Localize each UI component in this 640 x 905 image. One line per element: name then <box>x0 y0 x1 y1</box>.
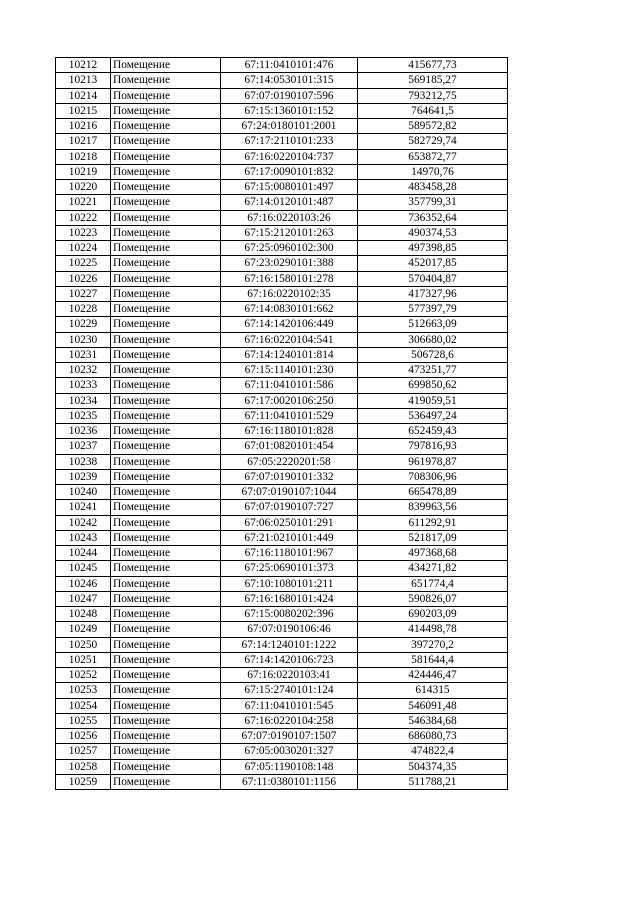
cadastral-value-cell: 652459,43 <box>358 424 508 439</box>
property-type-cell: Помещение <box>111 363 221 378</box>
table-row <box>56 546 508 561</box>
cadastral-number-cell: 67:15:2120101:263 <box>221 225 358 240</box>
property-type-cell: Помещение <box>111 119 221 134</box>
table-row <box>56 729 508 744</box>
row-number-cell: 10230 <box>56 332 111 347</box>
table-row <box>56 271 508 286</box>
row-number-cell: 10258 <box>56 759 111 774</box>
property-type-cell: Помещение <box>111 683 221 698</box>
property-type-cell: Помещение <box>111 241 221 256</box>
cadastral-number-cell: 67:05:2220201:58 <box>221 454 358 469</box>
table-row <box>56 515 508 530</box>
property-type-cell: Помещение <box>111 317 221 332</box>
table-row <box>56 164 508 179</box>
cadastral-value-cell: 14970,76 <box>358 164 508 179</box>
cadastral-number-cell: 67:07:0190107:596 <box>221 88 358 103</box>
cadastral-value-cell: 434271,82 <box>358 561 508 576</box>
row-number-cell: 10255 <box>56 713 111 728</box>
table-row <box>56 88 508 103</box>
row-number-cell: 10229 <box>56 317 111 332</box>
row-number-cell: 10219 <box>56 164 111 179</box>
cadastral-value-cell: 419059,51 <box>358 393 508 408</box>
table-row <box>56 286 508 301</box>
row-number-cell: 10212 <box>56 58 111 73</box>
row-number-cell: 10251 <box>56 652 111 667</box>
cadastral-value-cell: 490374,53 <box>358 225 508 240</box>
cadastral-number-cell: 67:01:0820101:454 <box>221 439 358 454</box>
cadastral-value-cell: 839963,56 <box>358 500 508 515</box>
cadastral-value-cell: 397270,2 <box>358 637 508 652</box>
cadastral-number-cell: 67:15:1140101:230 <box>221 363 358 378</box>
cadastral-value-cell: 306680,02 <box>358 332 508 347</box>
cadastral-value-cell: 521817,09 <box>358 530 508 545</box>
row-number-cell: 10226 <box>56 271 111 286</box>
property-type-cell: Помещение <box>111 469 221 484</box>
property-type-cell: Помещение <box>111 500 221 515</box>
cadastral-value-cell: 581644,4 <box>358 652 508 667</box>
table-row <box>56 103 508 118</box>
table-row <box>56 225 508 240</box>
cadastral-number-cell: 67:14:0830101:662 <box>221 302 358 317</box>
property-type-cell: Помещение <box>111 210 221 225</box>
cadastral-number-cell: 67:07:0190107:1507 <box>221 729 358 744</box>
row-number-cell: 10253 <box>56 683 111 698</box>
cadastral-number-cell: 67:14:1420106:449 <box>221 317 358 332</box>
table-row <box>56 363 508 378</box>
cadastral-value-cell: 414498,78 <box>358 622 508 637</box>
property-type-cell: Помещение <box>111 58 221 73</box>
cadastral-value-cell: 415677,73 <box>358 58 508 73</box>
cadastral-value-cell: 961978,87 <box>358 454 508 469</box>
table-row <box>56 210 508 225</box>
row-number-cell: 10218 <box>56 149 111 164</box>
cadastral-value-cell: 611292,91 <box>358 515 508 530</box>
property-type-cell: Помещение <box>111 393 221 408</box>
cadastral-value-cell: 690203,09 <box>358 607 508 622</box>
row-number-cell: 10224 <box>56 241 111 256</box>
cadastral-value-cell: 793212,75 <box>358 88 508 103</box>
row-number-cell: 10214 <box>56 88 111 103</box>
table-row <box>56 424 508 439</box>
table-row <box>56 439 508 454</box>
cadastral-number-cell: 67:11:0380101:1156 <box>221 774 358 789</box>
table-row <box>56 332 508 347</box>
cadastral-number-cell: 67:16:1180101:967 <box>221 546 358 561</box>
property-type-cell: Помещение <box>111 668 221 683</box>
property-type-cell: Помещение <box>111 439 221 454</box>
cadastral-value-cell: 651774,4 <box>358 576 508 591</box>
cadastral-number-cell: 67:14:1240101:1222 <box>221 637 358 652</box>
row-number-cell: 10250 <box>56 637 111 652</box>
row-number-cell: 10231 <box>56 347 111 362</box>
property-type-cell: Помещение <box>111 88 221 103</box>
table-row <box>56 683 508 698</box>
row-number-cell: 10232 <box>56 363 111 378</box>
property-type-cell: Помещение <box>111 454 221 469</box>
cadastral-number-cell: 67:15:0080202:396 <box>221 607 358 622</box>
table-row <box>56 500 508 515</box>
cadastral-value-cell: 665478,89 <box>358 485 508 500</box>
table-row <box>56 561 508 576</box>
row-number-cell: 10238 <box>56 454 111 469</box>
row-number-cell: 10247 <box>56 591 111 606</box>
property-type-cell: Помещение <box>111 164 221 179</box>
cadastral-number-cell: 67:06:0250101:291 <box>221 515 358 530</box>
table-row <box>56 622 508 637</box>
cadastral-number-cell: 67:17:2110101:233 <box>221 134 358 149</box>
property-type-cell: Помещение <box>111 424 221 439</box>
property-table-body <box>56 58 508 790</box>
property-type-cell: Помещение <box>111 530 221 545</box>
row-number-cell: 10213 <box>56 73 111 88</box>
row-number-cell: 10259 <box>56 774 111 789</box>
cadastral-value-cell: 653872,77 <box>358 149 508 164</box>
cadastral-number-cell: 67:14:0120101:487 <box>221 195 358 210</box>
cadastral-number-cell: 67:16:1680101:424 <box>221 591 358 606</box>
cadastral-value-cell: 614315 <box>358 683 508 698</box>
row-number-cell: 10248 <box>56 607 111 622</box>
cadastral-value-cell: 686080,73 <box>358 729 508 744</box>
cadastral-number-cell: 67:07:0190101:332 <box>221 469 358 484</box>
cadastral-value-cell: 577397,79 <box>358 302 508 317</box>
cadastral-value-cell: 474822,4 <box>358 744 508 759</box>
cadastral-number-cell: 67:14:0530101:315 <box>221 73 358 88</box>
row-number-cell: 10223 <box>56 225 111 240</box>
cadastral-number-cell: 67:16:0220103:26 <box>221 210 358 225</box>
cadastral-value-cell: 736352,64 <box>358 210 508 225</box>
property-type-cell: Помещение <box>111 607 221 622</box>
cadastral-value-cell: 497368,68 <box>358 546 508 561</box>
table-row <box>56 607 508 622</box>
cadastral-number-cell: 67:24:0180101:2001 <box>221 119 358 134</box>
table-row <box>56 347 508 362</box>
row-number-cell: 10220 <box>56 180 111 195</box>
cadastral-number-cell: 67:11:0410101:476 <box>221 58 358 73</box>
table-row <box>56 713 508 728</box>
property-type-cell: Помещение <box>111 576 221 591</box>
property-table <box>55 57 508 790</box>
row-number-cell: 10257 <box>56 744 111 759</box>
property-type-cell: Помещение <box>111 744 221 759</box>
cadastral-value-cell: 504374,35 <box>358 759 508 774</box>
property-type-cell: Помещение <box>111 637 221 652</box>
cadastral-number-cell: 67:05:1190108:148 <box>221 759 358 774</box>
row-number-cell: 10244 <box>56 546 111 561</box>
table-row <box>56 317 508 332</box>
cadastral-number-cell: 67:11:0410101:529 <box>221 408 358 423</box>
table-row <box>56 149 508 164</box>
property-type-cell: Помещение <box>111 561 221 576</box>
property-type-cell: Помещение <box>111 302 221 317</box>
cadastral-number-cell: 67:16:0220103:41 <box>221 668 358 683</box>
property-type-cell: Помещение <box>111 622 221 637</box>
property-type-cell: Помещение <box>111 759 221 774</box>
cadastral-value-cell: 497398,85 <box>358 241 508 256</box>
row-number-cell: 10237 <box>56 439 111 454</box>
property-type-cell: Помещение <box>111 271 221 286</box>
cadastral-number-cell: 67:11:0410101:545 <box>221 698 358 713</box>
cadastral-value-cell: 417327,96 <box>358 286 508 301</box>
cadastral-number-cell: 67:14:1420106:723 <box>221 652 358 667</box>
table-row <box>56 119 508 134</box>
cadastral-number-cell: 67:16:0220104:541 <box>221 332 358 347</box>
cadastral-number-cell: 67:10:1080101:211 <box>221 576 358 591</box>
cadastral-number-cell: 67:15:2740101:124 <box>221 683 358 698</box>
cadastral-number-cell: 67:17:0020106:250 <box>221 393 358 408</box>
table-row <box>56 73 508 88</box>
row-number-cell: 10239 <box>56 469 111 484</box>
row-number-cell: 10245 <box>56 561 111 576</box>
table-row <box>56 393 508 408</box>
cadastral-number-cell: 67:11:0410101:586 <box>221 378 358 393</box>
cadastral-value-cell: 536497,24 <box>358 408 508 423</box>
row-number-cell: 10234 <box>56 393 111 408</box>
table-row <box>56 576 508 591</box>
cadastral-number-cell: 67:05:0030201:327 <box>221 744 358 759</box>
cadastral-number-cell: 67:16:1180101:828 <box>221 424 358 439</box>
cadastral-number-cell: 67:14:1240101:814 <box>221 347 358 362</box>
cadastral-value-cell: 590826,07 <box>358 591 508 606</box>
property-type-cell: Помещение <box>111 698 221 713</box>
row-number-cell: 10235 <box>56 408 111 423</box>
table-row <box>56 302 508 317</box>
property-type-cell: Помещение <box>111 378 221 393</box>
table-row <box>56 637 508 652</box>
property-type-cell: Помещение <box>111 591 221 606</box>
table-row <box>56 408 508 423</box>
cadastral-number-cell: 67:16:0220104:737 <box>221 149 358 164</box>
table-row <box>56 256 508 271</box>
property-type-cell: Помещение <box>111 332 221 347</box>
cadastral-value-cell: 569185,27 <box>358 73 508 88</box>
row-number-cell: 10233 <box>56 378 111 393</box>
table-row <box>56 469 508 484</box>
cadastral-value-cell: 797816,93 <box>358 439 508 454</box>
property-type-cell: Помещение <box>111 180 221 195</box>
cadastral-number-cell: 67:16:0220102:35 <box>221 286 358 301</box>
table-row <box>56 759 508 774</box>
property-type-cell: Помещение <box>111 774 221 789</box>
table-row <box>56 744 508 759</box>
property-type-cell: Помещение <box>111 729 221 744</box>
row-number-cell: 10241 <box>56 500 111 515</box>
cadastral-number-cell: 67:21:0210101:449 <box>221 530 358 545</box>
cadastral-value-cell: 699850,62 <box>358 378 508 393</box>
table-row <box>56 774 508 789</box>
cadastral-number-cell: 67:07:0190106:46 <box>221 622 358 637</box>
row-number-cell: 10221 <box>56 195 111 210</box>
table-row <box>56 530 508 545</box>
cadastral-number-cell: 67:15:1360101:152 <box>221 103 358 118</box>
cadastral-number-cell: 67:17:0090101:832 <box>221 164 358 179</box>
cadastral-number-cell: 67:07:0190107:727 <box>221 500 358 515</box>
row-number-cell: 10222 <box>56 210 111 225</box>
table-row <box>56 485 508 500</box>
row-number-cell: 10256 <box>56 729 111 744</box>
cadastral-number-cell: 67:25:0690101:373 <box>221 561 358 576</box>
cadastral-number-cell: 67:16:0220104:258 <box>221 713 358 728</box>
cadastral-value-cell: 512663,09 <box>358 317 508 332</box>
table-row <box>56 668 508 683</box>
cadastral-value-cell: 473251,77 <box>358 363 508 378</box>
row-number-cell: 10243 <box>56 530 111 545</box>
property-type-cell: Помещение <box>111 515 221 530</box>
row-number-cell: 10227 <box>56 286 111 301</box>
cadastral-number-cell: 67:25:0960102:300 <box>221 241 358 256</box>
cadastral-value-cell: 424446,47 <box>358 668 508 683</box>
table-row <box>56 195 508 210</box>
row-number-cell: 10252 <box>56 668 111 683</box>
cadastral-value-cell: 546384,68 <box>358 713 508 728</box>
cadastral-value-cell: 582729,74 <box>358 134 508 149</box>
cadastral-number-cell: 67:23:0290101:388 <box>221 256 358 271</box>
document-sheet <box>55 57 508 790</box>
cadastral-number-cell: 67:07:0190107:1044 <box>221 485 358 500</box>
property-type-cell: Помещение <box>111 134 221 149</box>
property-type-cell: Помещение <box>111 149 221 164</box>
row-number-cell: 10254 <box>56 698 111 713</box>
property-type-cell: Помещение <box>111 546 221 561</box>
property-type-cell: Помещение <box>111 485 221 500</box>
property-type-cell: Помещение <box>111 652 221 667</box>
property-type-cell: Помещение <box>111 408 221 423</box>
cadastral-value-cell: 589572,82 <box>358 119 508 134</box>
property-type-cell: Помещение <box>111 347 221 362</box>
table-row <box>56 698 508 713</box>
cadastral-value-cell: 357799,31 <box>358 195 508 210</box>
row-number-cell: 10242 <box>56 515 111 530</box>
table-row <box>56 180 508 195</box>
cadastral-value-cell: 708306,96 <box>358 469 508 484</box>
row-number-cell: 10236 <box>56 424 111 439</box>
cadastral-value-cell: 483458,28 <box>358 180 508 195</box>
property-type-cell: Помещение <box>111 225 221 240</box>
table-row <box>56 134 508 149</box>
cadastral-number-cell: 67:16:1580101:278 <box>221 271 358 286</box>
row-number-cell: 10225 <box>56 256 111 271</box>
table-row <box>56 591 508 606</box>
cadastral-value-cell: 764641,5 <box>358 103 508 118</box>
property-type-cell: Помещение <box>111 103 221 118</box>
row-number-cell: 10217 <box>56 134 111 149</box>
row-number-cell: 10246 <box>56 576 111 591</box>
row-number-cell: 10216 <box>56 119 111 134</box>
property-type-cell: Помещение <box>111 73 221 88</box>
cadastral-value-cell: 506728,6 <box>358 347 508 362</box>
row-number-cell: 10249 <box>56 622 111 637</box>
cadastral-value-cell: 511788,21 <box>358 774 508 789</box>
row-number-cell: 10240 <box>56 485 111 500</box>
row-number-cell: 10215 <box>56 103 111 118</box>
table-row <box>56 652 508 667</box>
cadastral-value-cell: 546091,48 <box>358 698 508 713</box>
row-number-cell: 10228 <box>56 302 111 317</box>
cadastral-value-cell: 570404,87 <box>358 271 508 286</box>
property-type-cell: Помещение <box>111 713 221 728</box>
table-row <box>56 454 508 469</box>
table-row <box>56 378 508 393</box>
cadastral-value-cell: 452017,85 <box>358 256 508 271</box>
property-type-cell: Помещение <box>111 195 221 210</box>
cadastral-number-cell: 67:15:0080101:497 <box>221 180 358 195</box>
table-row <box>56 241 508 256</box>
property-type-cell: Помещение <box>111 256 221 271</box>
table-row <box>56 58 508 73</box>
property-type-cell: Помещение <box>111 286 221 301</box>
